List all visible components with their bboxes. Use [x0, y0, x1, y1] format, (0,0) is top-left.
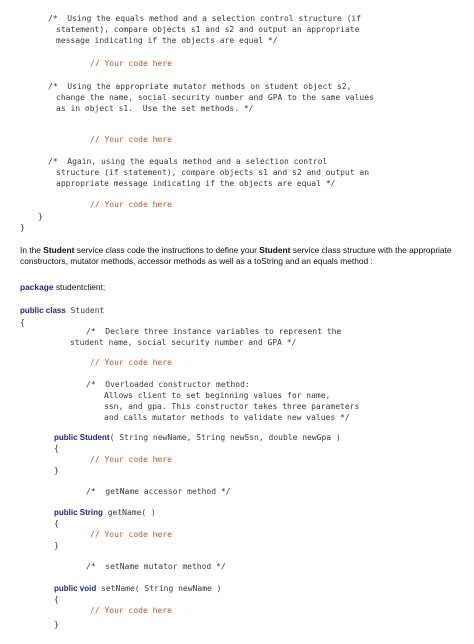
- constructor-signature: [54, 433, 341, 443]
- comment-equals-1-line2: statement), compare objects s1 and s2 and output an appropriate: [56, 25, 360, 34]
- getname-open-brace: {: [54, 519, 59, 528]
- constructor-close-brace: }: [54, 466, 59, 475]
- setname-params: setName( String newName ): [96, 584, 222, 593]
- getname-keyword: public String: [54, 508, 103, 517]
- class-open-brace: {: [20, 318, 25, 327]
- constructor-keyword: public Student: [54, 433, 110, 442]
- instructions-text-3: service class structure with the appropriate constructors, mutator methods, accessor methods as well as a toString and an equals method :: [20, 245, 452, 266]
- getname-close-brace: }: [54, 541, 59, 550]
- instructions-bold-student-1: Student: [43, 245, 75, 255]
- comment-equals-2-line2: structure (if statement), compare objects s1 and s2 and output an: [56, 168, 370, 177]
- comment-instance-vars: /* Declare three instance variables to represent the: [86, 327, 342, 336]
- getname-params: getName( ): [102, 508, 156, 517]
- todo-instance-vars: // Your code here: [90, 358, 172, 367]
- comment-equals-1-line3: message indicating if the objects are equal */: [56, 36, 278, 45]
- todo-1: // Your code here: [90, 59, 172, 68]
- instructions-text-1: In the: [20, 245, 44, 255]
- comment-equals-2: /* Again, using the equals method and a selection control: [48, 157, 328, 166]
- closing-brace-method: }: [38, 212, 43, 221]
- comment-mutators: /* Using the appropriate mutator methods on student object s2,: [48, 82, 352, 91]
- closing-brace-class: }: [20, 223, 25, 232]
- instructions-bold-student-2: Student: [259, 245, 291, 255]
- class-keyword: public class: [20, 306, 66, 315]
- todo-setname: // Your code here: [90, 606, 172, 615]
- todo-constructor: // Your code here: [90, 455, 172, 464]
- comment-mutators-line2: change the name, social security number and GPA to the same values: [56, 93, 374, 102]
- comment-equals-2-line3: appropriate message indicating if the objects are equal */: [56, 179, 336, 188]
- todo-3: // Your code here: [90, 200, 172, 209]
- comment-mutators-line3: as in object s1. Use the set methods. */: [56, 104, 254, 113]
- comment-constructor: /* Overloaded constructor method:: [86, 380, 250, 389]
- setname-close-brace: }: [54, 620, 59, 629]
- constructor-params: ( String newName, String newSsn, double newGpa ): [109, 433, 341, 442]
- comment-getname: /* getName accessor method */: [86, 487, 231, 496]
- comment-setname: /* setName mutator method */: [86, 562, 226, 571]
- package-name: studentclient;: [53, 282, 106, 292]
- class-declaration: [20, 306, 104, 316]
- setname-keyword: public void: [54, 584, 97, 593]
- comment-equals-1: /* Using the equals method and a selection control structure (if: [48, 14, 362, 23]
- instructions-text-2: service class code the instructions to define your: [74, 245, 260, 255]
- comment-constructor-line2: Allows client to set beginning values for name,: [104, 391, 331, 400]
- setname-signature: [54, 584, 221, 594]
- setname-open-brace: {: [54, 595, 59, 604]
- constructor-open-brace: {: [54, 444, 59, 453]
- package-declaration: [20, 282, 105, 292]
- todo-getname: // Your code here: [90, 530, 172, 539]
- comment-constructor-line4: and calls mutator methods to validate new values */: [104, 413, 350, 422]
- comment-instance-vars-line2: student name, social security number and GPA */: [70, 338, 297, 347]
- getname-signature: [54, 508, 156, 518]
- todo-2: // Your code here: [90, 135, 172, 144]
- class-name: Student: [65, 306, 105, 315]
- instructions-paragraph: [20, 245, 460, 267]
- comment-constructor-line3: ssn, and gpa. This constructor takes three parameters: [104, 402, 360, 411]
- package-keyword: package: [20, 282, 54, 292]
